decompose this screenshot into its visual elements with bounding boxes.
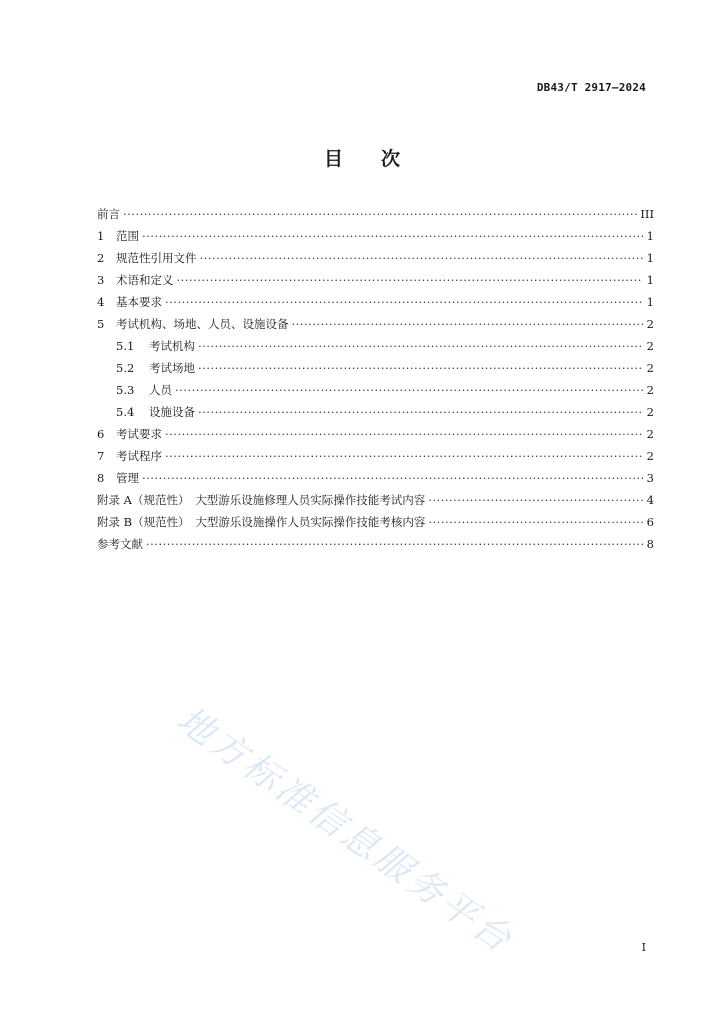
- toc-entry-page: 2: [646, 449, 654, 463]
- toc-entry[interactable]: [97, 511, 654, 533]
- toc-entry-page: 1: [646, 295, 654, 309]
- toc-entry-page: 2: [646, 383, 654, 397]
- toc-entry-page: 4: [646, 493, 654, 507]
- toc-entry-page: 3: [646, 471, 654, 485]
- toc-entry-number: 7: [97, 449, 105, 463]
- toc-dot-leader: [428, 511, 643, 533]
- toc-entry-page: 1: [646, 273, 654, 287]
- toc-entry-page: 2: [646, 339, 654, 353]
- toc-entry-number: 5.3: [116, 383, 135, 397]
- toc-entry-label: 前言: [97, 207, 120, 221]
- toc-entry-label: 规范性引用文件: [116, 251, 197, 265]
- toc-entry[interactable]: [97, 247, 654, 269]
- toc-dot-leader: [175, 379, 643, 401]
- toc-entry[interactable]: [97, 467, 654, 489]
- toc-dot-leader: [198, 401, 643, 423]
- toc-entry-page: 6: [646, 515, 654, 529]
- toc-entry-number: 8: [97, 471, 105, 485]
- toc-entry[interactable]: [97, 203, 654, 225]
- toc-entry-number: 5.2: [116, 361, 135, 375]
- toc-entry-page: 1: [646, 229, 654, 243]
- toc-entry-label: 管理: [116, 471, 139, 485]
- title-char-1: 目: [323, 148, 343, 170]
- toc-entry-label: 考试场地: [149, 361, 195, 375]
- toc-dot-leader: [165, 423, 643, 445]
- page-number: I: [641, 941, 646, 954]
- document-number: DB43/T 2917—2024: [536, 81, 646, 94]
- toc-entry[interactable]: [97, 401, 654, 423]
- toc-dot-leader: [123, 203, 637, 225]
- title-char-2: 次: [381, 148, 401, 170]
- toc-dot-leader: [165, 291, 643, 313]
- toc-entry[interactable]: [97, 489, 654, 511]
- toc-entry-page: 2: [646, 405, 654, 419]
- toc-entry-page: 2: [646, 427, 654, 441]
- toc-entry-label: 参考文献: [97, 537, 143, 551]
- toc-dot-leader: [292, 313, 644, 335]
- toc-entry-label: 考试要求: [116, 427, 162, 441]
- toc-entry-page: 8: [646, 537, 654, 551]
- toc-entry[interactable]: [97, 445, 654, 467]
- toc-entry-number: 5: [97, 317, 105, 331]
- toc-dot-leader: [200, 247, 644, 269]
- table-of-contents: [97, 203, 654, 555]
- toc-entry-label: 附录 B（规范性） 大型游乐设施操作人员实际操作技能考核内容: [97, 515, 426, 529]
- toc-entry[interactable]: [97, 335, 654, 357]
- toc-entry[interactable]: [97, 379, 654, 401]
- toc-entry[interactable]: [97, 423, 654, 445]
- toc-entry-label: 考试机构: [149, 339, 195, 353]
- toc-dot-leader: [198, 357, 643, 379]
- toc-entry-label: 范围: [116, 229, 139, 243]
- toc-entry[interactable]: [97, 533, 654, 555]
- toc-entry-page: 2: [646, 317, 654, 331]
- toc-entry[interactable]: [97, 269, 654, 291]
- toc-entry-label: 人员: [149, 383, 172, 397]
- toc-dot-leader: [146, 533, 643, 555]
- toc-entry-label: 设施设备: [149, 405, 195, 419]
- page-title: [0, 144, 724, 171]
- toc-dot-leader: [142, 225, 643, 247]
- toc-dot-leader: [165, 445, 643, 467]
- toc-entry-number: 6: [97, 427, 105, 441]
- toc-dot-leader: [177, 269, 644, 291]
- toc-entry[interactable]: [97, 357, 654, 379]
- toc-entry-label: 考试机构、场地、人员、设施设备: [116, 317, 289, 331]
- toc-dot-leader: [142, 467, 643, 489]
- watermark: 地方标准信息服务平台: [169, 699, 521, 963]
- toc-entry-number: 5.1: [116, 339, 135, 353]
- toc-entry-page: 2: [646, 361, 654, 375]
- toc-entry-number: 4: [97, 295, 105, 309]
- toc-entry[interactable]: [97, 291, 654, 313]
- toc-entry-label: 基本要求: [116, 295, 162, 309]
- toc-entry[interactable]: [97, 313, 654, 335]
- toc-entry-label: 附录 A（规范性） 大型游乐设施修理人员实际操作技能考试内容: [97, 493, 426, 507]
- toc-entry-number: 2: [97, 251, 105, 265]
- toc-dot-leader: [428, 489, 643, 511]
- toc-entry-page: 1: [646, 251, 654, 265]
- toc-entry-number: 3: [97, 273, 105, 287]
- toc-dot-leader: [198, 335, 643, 357]
- toc-entry-number: 1: [97, 229, 105, 243]
- toc-entry-number: 5.4: [116, 405, 135, 419]
- toc-entry-label: 考试程序: [116, 449, 162, 463]
- toc-entry[interactable]: [97, 225, 654, 247]
- toc-entry-page: III: [640, 207, 654, 221]
- toc-entry-label: 术语和定义: [116, 273, 174, 287]
